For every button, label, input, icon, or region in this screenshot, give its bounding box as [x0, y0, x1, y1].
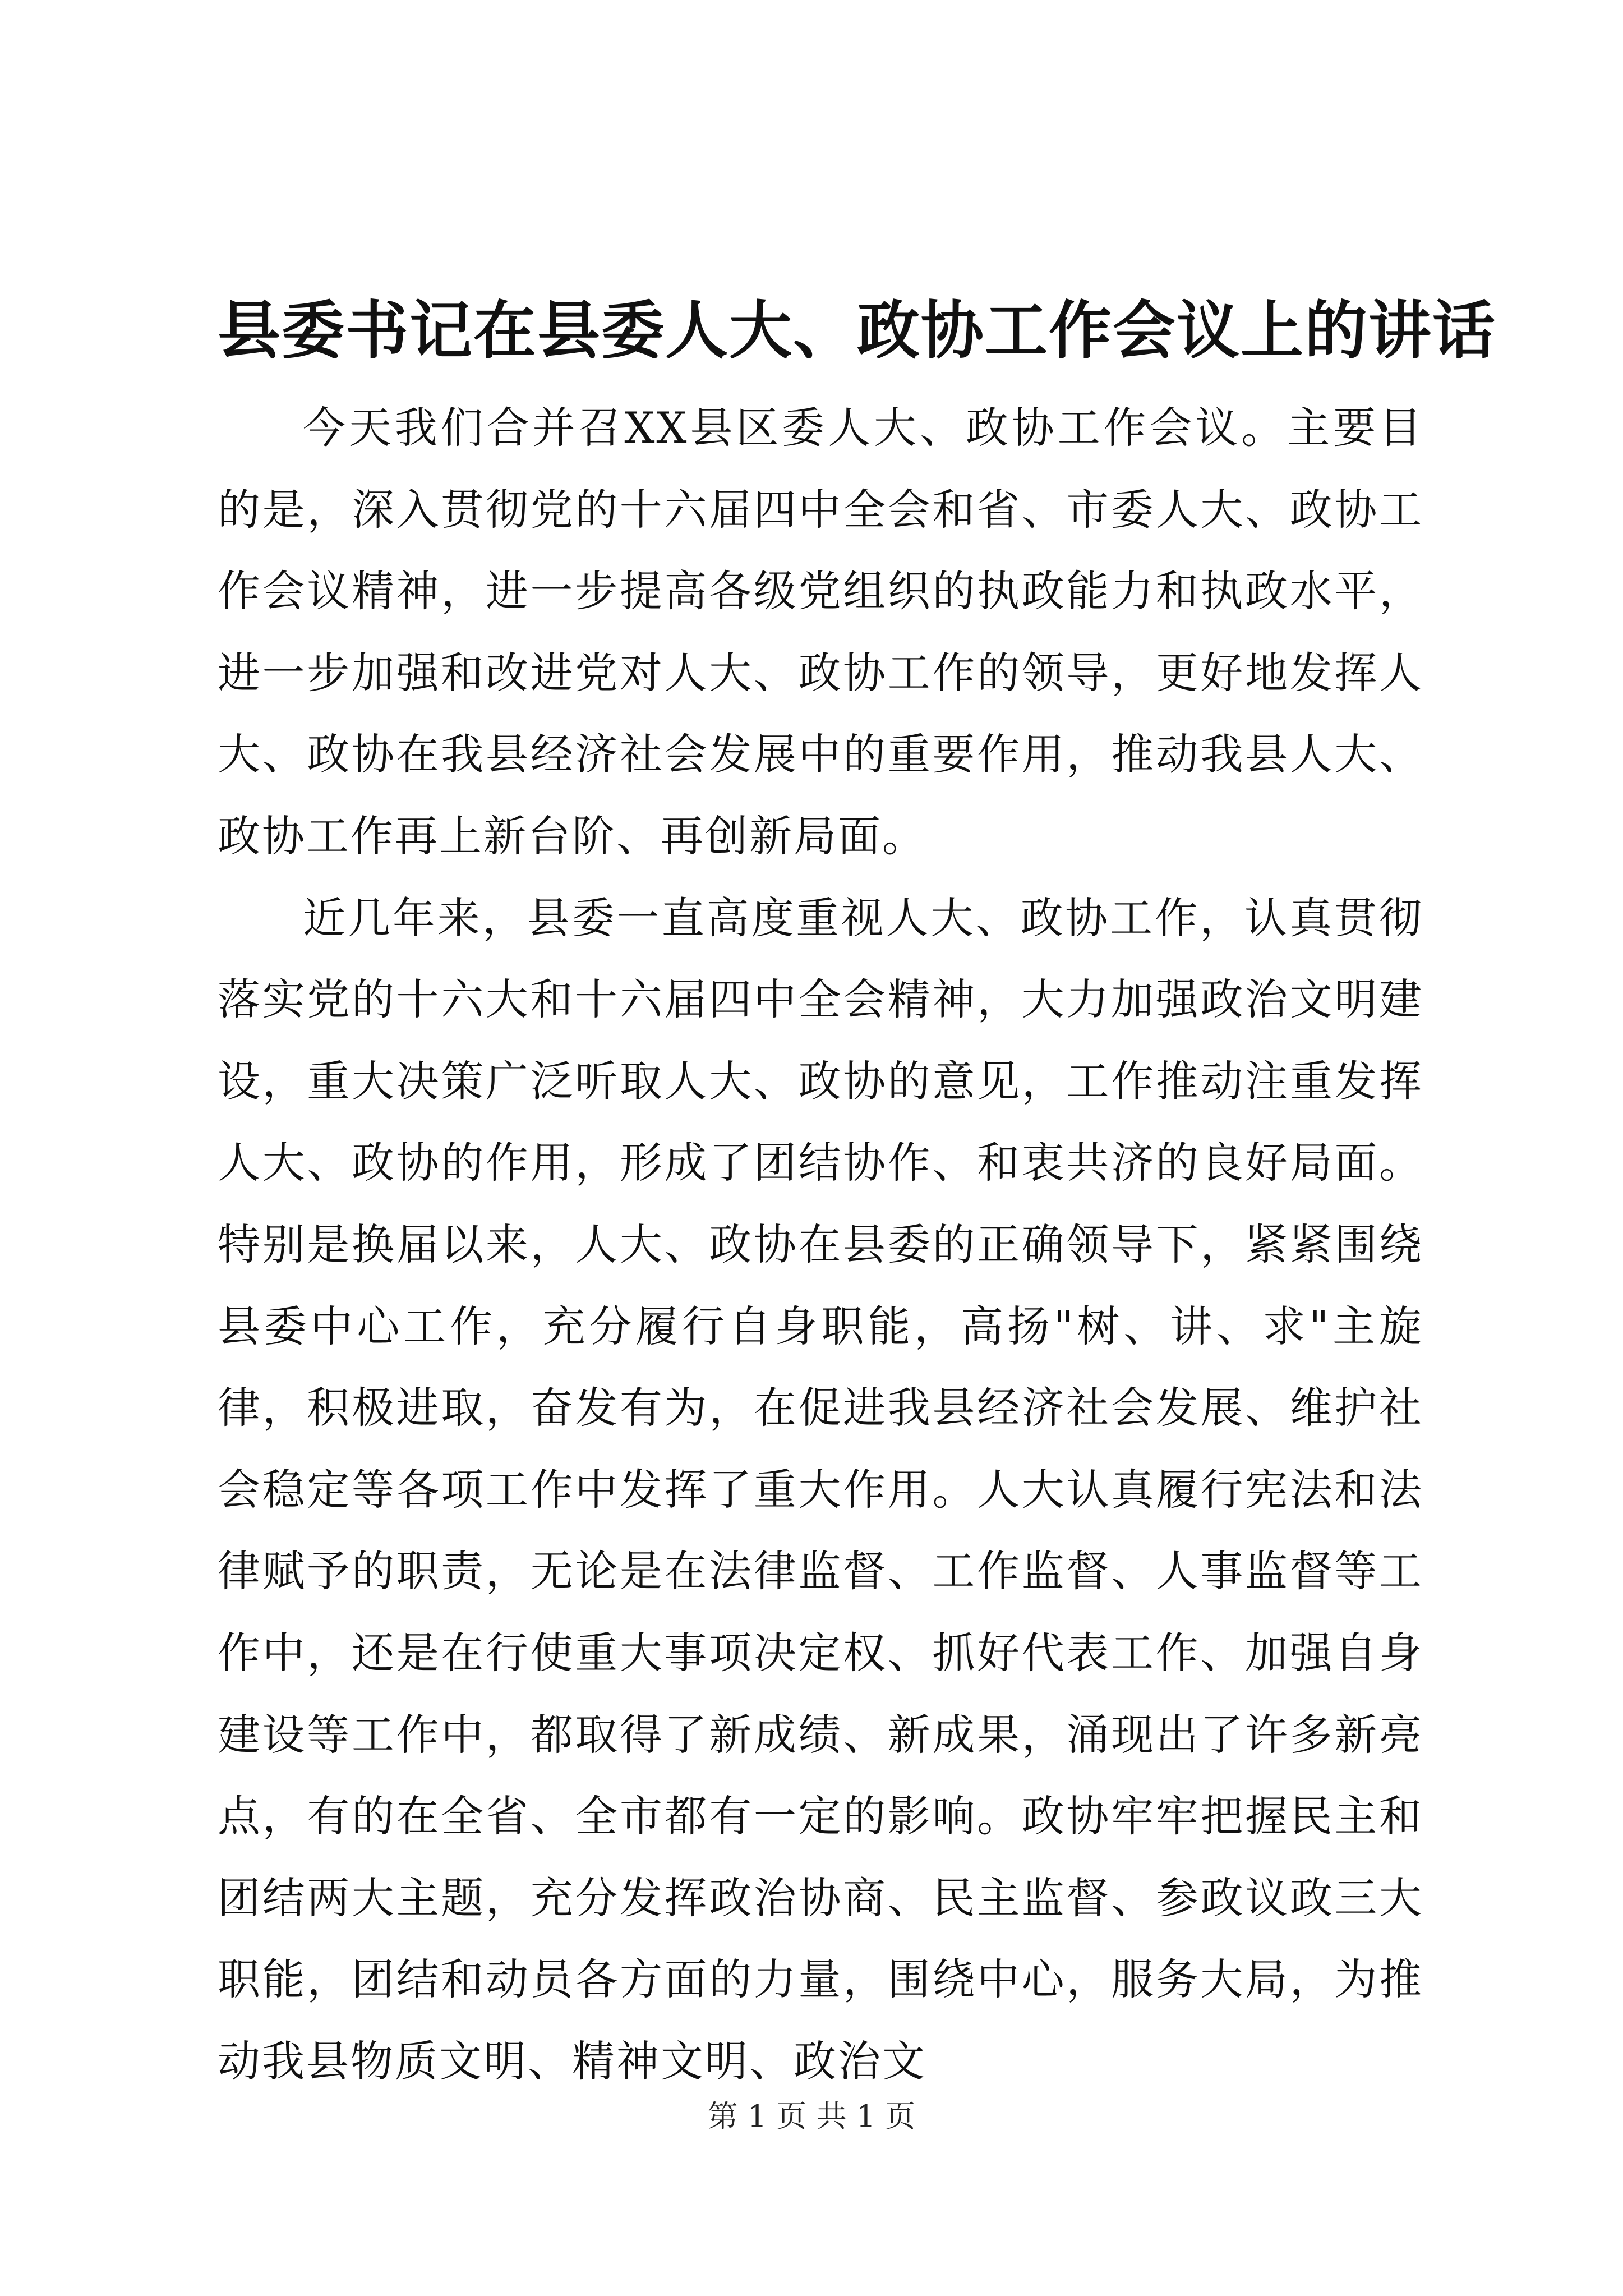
paragraph-2: 近几年来，县委一直高度重视人大、政协工作，认真贯彻落实党的十六大和十六届四中全会精神，大力加强政治文明建设，重大决策广泛听取人大、政协的意见，工作推动注重发挥人大、政协的作用，形成了团结协作、和衷共济的良好局面。特别是换届以来，人大、政协在县委的正确领导下，紧紧围绕县委中心工作，充分履行自身职能，高扬"树、讲、求"主旋律，积极进取，奋发有为，在促进我县经济社会发展、维护社会稳定等各项工作中发挥了重大作用。人大认真履行宪法和法律赋予的职责，无论是在法律监督、工作监督、人事监督等工作中，还是在行使重大事项决定权、抓好代表工作、加强自身建设等工作中，都取得了新成绩、新成果，涌现出了许多新亮点，有的在全省、全市都有一定的影响。政协牢牢把握民主和团结两大主题，充分发挥政治协商、民主监督、参政议政三大职能，团结和动员各方面的力量，围绕中心，服务大局，为推动我县物质文明、精神文明、政治文: [218, 892, 1423, 2086]
document-body: [218, 387, 1423, 2102]
paragraph-1: 今天我们合并召XX县区委人大、政协工作会议。主要目的是，深入贯彻党的十六届四中全会和省、市委人大、政协工作会议精神，进一步提高各级党组织的执政能力和执政水平，进一步加强和改进党对人大、政协工作的领导，更好地发挥人大、政协在我县经济社会发展中的重要作用，推动我县人大、政协工作再上新台阶、再创新局面。: [218, 403, 1423, 861]
document-title: 县委书记在县委人大、政协工作会议上的讲话: [218, 294, 1496, 367]
page-footer: 第 1 页 共 1 页: [707, 2099, 916, 2134]
